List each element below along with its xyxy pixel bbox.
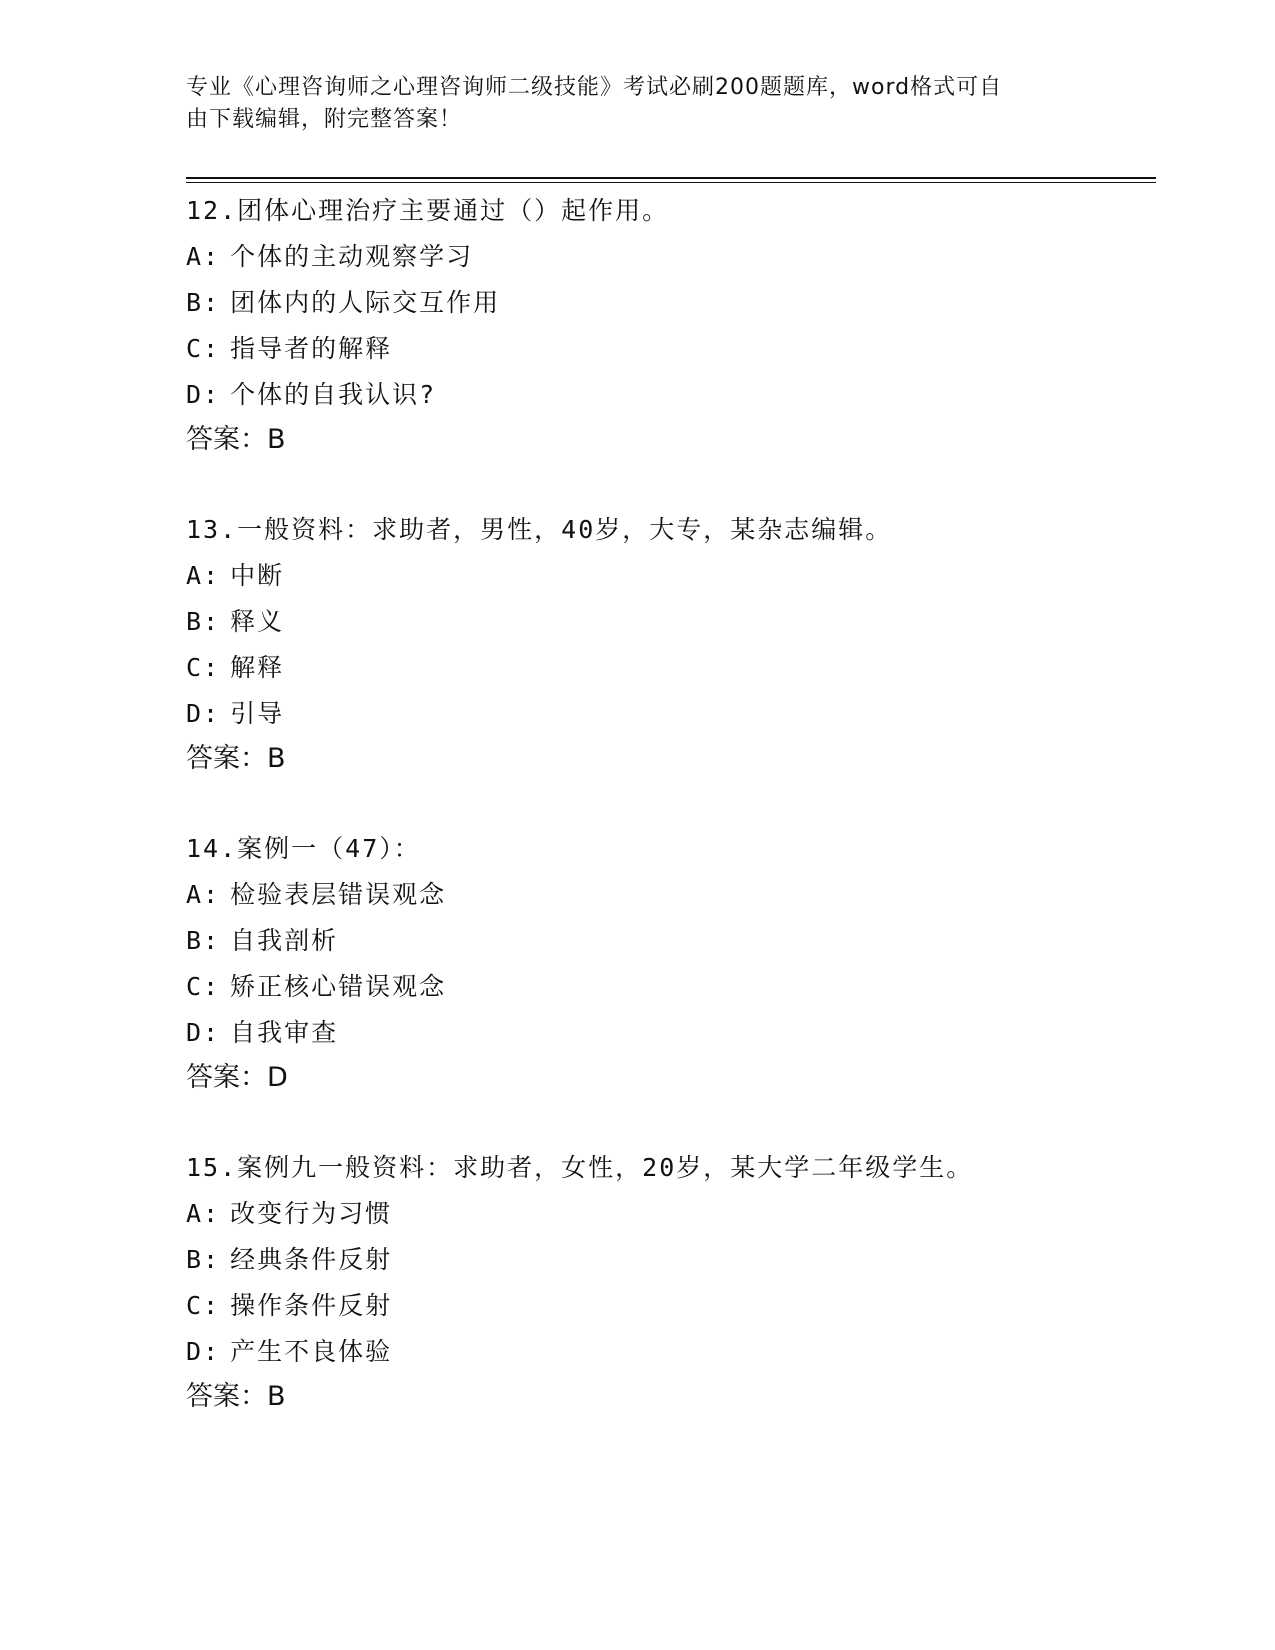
option-letter: A:: [186, 242, 221, 271]
question-list: [186, 188, 1156, 1464]
option-d: [186, 1329, 1156, 1375]
option-text: 自我剖析: [230, 926, 339, 955]
header-divider-thick: [186, 177, 1156, 179]
option-text: 检验表层错误观念: [230, 880, 447, 909]
question-14: [186, 826, 1156, 1100]
option-letter: B:: [186, 1245, 221, 1274]
option-letter: A:: [186, 1199, 221, 1228]
option-d: [186, 372, 1156, 418]
question-13: [186, 507, 1156, 781]
option-letter: D:: [186, 1018, 221, 1047]
header-line-2: 由下载编辑，附完整答案！: [186, 107, 463, 132]
option-letter: B:: [186, 607, 221, 636]
option-c: [186, 645, 1156, 691]
option-letter: B:: [186, 288, 221, 317]
option-text: 经典条件反射: [230, 1245, 393, 1274]
option-b: [186, 599, 1156, 645]
option-letter: C:: [186, 972, 221, 1001]
option-a: [186, 872, 1156, 918]
answer-line: 答案：D: [186, 1062, 288, 1093]
option-letter: B:: [186, 926, 221, 955]
option-d: [186, 1010, 1156, 1056]
option-letter: D:: [186, 380, 221, 409]
option-text: 团体内的人际交互作用: [230, 288, 501, 317]
option-c: [186, 326, 1156, 372]
option-text: 个体的主动观察学习: [230, 242, 474, 271]
option-b: [186, 918, 1156, 964]
answer-line: 答案：B: [186, 424, 286, 455]
option-text: 释义: [230, 607, 285, 636]
option-text: 个体的自我认识?: [230, 380, 437, 409]
option-text: 解释: [230, 653, 285, 682]
question-15: [186, 1145, 1156, 1419]
option-b: [186, 1237, 1156, 1283]
question-stem: 14.案例一（47）：: [186, 834, 421, 863]
option-text: 指导者的解释: [230, 334, 393, 363]
header-divider-thin: [186, 182, 1156, 183]
option-a: [186, 553, 1156, 599]
option-letter: D:: [186, 699, 221, 728]
option-d: [186, 691, 1156, 737]
document-header: [186, 72, 1086, 136]
question-12: [186, 188, 1156, 462]
option-text: 改变行为习惯: [230, 1199, 393, 1228]
option-text: 中断: [230, 561, 285, 590]
option-letter: C:: [186, 1291, 221, 1320]
option-letter: C:: [186, 334, 221, 363]
option-letter: D:: [186, 1337, 221, 1366]
option-text: 引导: [230, 699, 285, 728]
answer-line: 答案：B: [186, 743, 286, 774]
option-text: 产生不良体验: [230, 1337, 393, 1366]
option-text: 自我审查: [230, 1018, 339, 1047]
header-line-1: 专业《心理咨询师之心理咨询师二级技能》考试必刷200题题库，word格式可自: [186, 75, 1003, 100]
option-text: 矫正核心错误观念: [230, 972, 447, 1001]
option-letter: A:: [186, 561, 221, 590]
question-stem: 12.团体心理治疗主要通过（）起作用。: [186, 196, 670, 225]
option-a: [186, 1191, 1156, 1237]
option-text: 操作条件反射: [230, 1291, 393, 1320]
question-stem: 15.案例九一般资料：求助者，女性，20岁，某大学二年级学生。: [186, 1153, 974, 1182]
option-c: [186, 964, 1156, 1010]
option-letter: C:: [186, 653, 221, 682]
option-b: [186, 280, 1156, 326]
option-letter: A:: [186, 880, 221, 909]
option-a: [186, 234, 1156, 280]
answer-line: 答案：B: [186, 1381, 286, 1412]
question-stem: 13.一般资料：求助者，男性，40岁，大专，某杂志编辑。: [186, 515, 893, 544]
option-c: [186, 1283, 1156, 1329]
